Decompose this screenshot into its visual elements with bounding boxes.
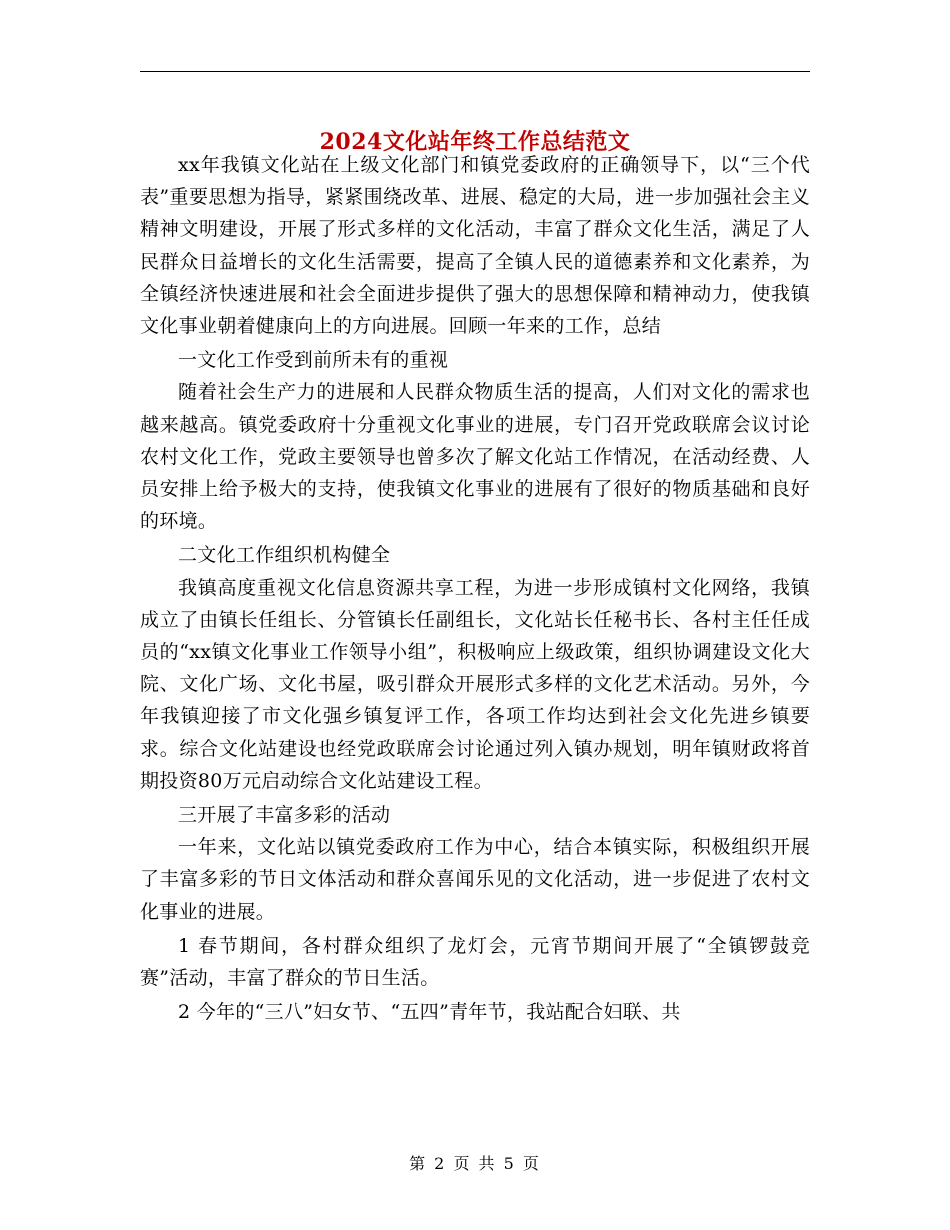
section-heading-2: 二文化工作组织机构健全 [178,544,391,567]
document-title: 2024文化站年终工作总结范文 [319,128,631,155]
section-heading-3: 三开展了丰富多彩的活动 [178,804,391,827]
list-item-2: 2 今年的“三八”妇女节、“五四”青年节，我站配合妇联、共 [178,1001,681,1024]
section-heading-1: 一文化工作受到前所未有的重视 [178,349,449,372]
document-body [140,149,810,1028]
list-item-1: 1 春节期间，各村群众组织了龙灯会，元宵节期间开展了“全镇锣鼓竞赛”活动，丰富了群众的节日生活。 [140,934,810,990]
paragraph-section-3: 一年来，文化站以镇党委政府工作为中心，结合本镇实际，积极组织开展了丰富多彩的节日文体活动和群众喜闻乐见的文化活动，进一步促进了农村文化事业的进展。 [140,836,810,923]
paragraph-intro: xx年我镇文化站在上级文化部门和镇党委政府的正确领导下，以“三个代表”重要思想为指导，紧紧围绕改革、进展、稳定的大局，进一步加强社会主义精神文明建设，开展了形式多样的文化活动，丰富了群众文化生活，满足了人民群众日益增长的文化生活需要，提高了全镇人民的道德素养和文化素养，为全镇经济快速进展和社会全面进步提供了强大的思想保障和精神动力，使我镇文化事业朝着健康向上的方向进展。回顾一年来的工作，总结 [140,154,810,338]
paragraph-section-1: 随着社会生产力的进展和人民群众物质生活的提高，人们对文化的需求也越来越高。镇党委政府十分重视文化事业的进展，专门召开党政联席会议讨论农村文化工作，党政主要领导也曾多次了解文化站工作情况，在活动经费、人员安排上给予极大的支持，使我镇文化事业的进展有了很好的物质基础和良好的环境。 [140,381,810,533]
header-rule [140,71,810,72]
page-number: 第 2 页 共 5 页 [409,1154,541,1173]
paragraph-section-2: 我镇高度重视文化信息资源共享工程，为进一步形成镇村文化网络，我镇成立了由镇长任组长、分管镇长任副组长，文化站长任秘书长、各村主任任成员的“xx镇文化事业工作领导小组”，积极响应上级政策，组织协调建设文化大院、文化广场、文化书屋，吸引群众开展形式多样的文化艺术活动。另外，今年我镇迎接了市文化强乡镇复评工作，各项工作均达到社会文化先进乡镇要求。综合文化站建设也经党政联席会讨论通过列入镇办规划，明年镇财政将首期投资80万元启动综合文化站建设工程。 [140,576,810,792]
